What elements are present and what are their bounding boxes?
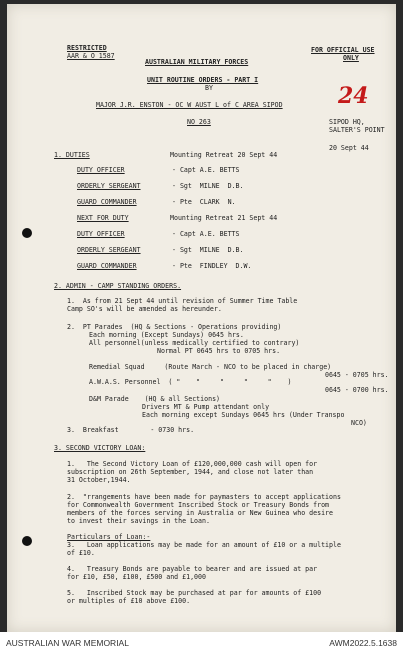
by-label: BY <box>205 84 213 92</box>
duties-heading: 1. DUTIES <box>54 151 90 159</box>
admin-heading: 2. ADMIN - CAMP STANDING ORDERS. <box>54 282 182 290</box>
duty-name: - Sgt MILNE D.B. <box>172 246 244 254</box>
reference-number: AAR & O 1587 <box>67 52 115 60</box>
duty-name: - Pte CLARK N. <box>172 198 236 206</box>
archive-accession-number: AWM2022.5.1638 <box>329 638 397 648</box>
loan-para5-line2: or multiples of £10 above £100. <box>67 597 191 605</box>
loan-para1-line1: 1. The Second Victory Loan of £120,000,000 cash will open for <box>67 460 318 468</box>
archive-name: AUSTRALIAN WAR MEMORIAL <box>6 638 129 648</box>
remedial-squad-line1: Remedial Squad (Route March - NCO to be placed in charge) <box>89 363 332 371</box>
loan-para1-line2: subscription on 26th September, 1944, and close not later than <box>67 468 314 476</box>
remedial-squad-time: 0645 - 0705 hrs. <box>325 371 389 379</box>
loan-para3-line2: of £10. <box>67 549 95 557</box>
particulars-heading: Particulars of Loan:- <box>67 533 151 541</box>
duty-role: DUTY OFFICER <box>77 230 125 238</box>
duty-name: - Pte FINDLEY D.W. <box>172 262 252 270</box>
mounting-line-2: Mounting Retreat 21 Sept 44 <box>170 214 278 222</box>
mounting-line-1: Mounting Retreat 20 Sept 44 <box>170 151 278 159</box>
loan-para5-line1: 5. Inscribed Stock may be purchased at par for amounts of £100 <box>67 589 322 597</box>
order-number: NO 263 <box>187 118 211 126</box>
loan-para2-line2: for Commonwealth Government Inscribed Stock or Treasury Bonds from <box>67 501 330 509</box>
duty-role: ORDERLY SERGEANT <box>77 182 141 190</box>
doc-subtitle: UNIT ROUTINE ORDERS - PART I <box>147 76 259 84</box>
loan-para2-line3: members of the forces serving in Australia or New Guinea who desire <box>67 509 333 517</box>
archive-footer <box>0 632 403 653</box>
dm-parade-line3: Each morning except Sundays 0645 hrs (Under Transpo <box>142 411 345 419</box>
loan-para2-line1: 2. "rrangements have been made for paymasters to accept applications <box>67 493 341 501</box>
punch-hole <box>22 536 32 546</box>
admin-para1-line1: 1. As from 21 Sept 44 until revision of Summer Time Table <box>67 297 298 305</box>
issuing-officer: MAJOR J.R. ENSTON - OC W AUST L of C AREA SIPOD <box>96 101 283 109</box>
duty-name: - Sgt MILNE D.B. <box>172 182 244 190</box>
pt-parades-line2: Each morning (Except Sundays) 0645 hrs. <box>89 331 244 339</box>
punch-hole <box>22 228 32 238</box>
awas-line1: A.W.A.S. Personnel ( " " " " " ) <box>89 378 292 386</box>
pt-parades-line4: Normal PT 0645 hrs to 0705 hrs. <box>157 347 281 355</box>
hq-line1: SIPOD HQ, <box>329 118 365 126</box>
dm-parade-line4: NCO) <box>351 419 367 427</box>
doc-title: AUSTRALIAN MILITARY FORCES <box>145 58 249 66</box>
order-date: 20 Sept 44 <box>329 144 369 152</box>
breakfast-line: 3. Breakfast - 0730 hrs. <box>67 426 195 434</box>
official-only-label: ONLY <box>343 54 359 62</box>
dm-parade-line1: D&M Parade (HQ & all Sections) <box>89 395 221 403</box>
awas-time: 0645 - 0700 hrs. <box>325 386 389 394</box>
dm-parade-line2: Drivers MT & Pump attendant only <box>142 403 270 411</box>
duty-name: - Capt A.E. BETTS <box>172 166 240 174</box>
duty-role: DUTY OFFICER <box>77 166 125 174</box>
pt-parades-line1: 2. PT Parades (HQ & Sections - Operations providing) <box>67 323 282 331</box>
victory-loan-heading: 3. SECOND VICTORY LOAN: <box>54 444 146 452</box>
loan-para4-line1: 4. Treasury Bonds are payable to bearer and are issued at par <box>67 565 318 573</box>
loan-para3-line1: 3. Loan applications may be made for an amount of £10 or a multiple <box>67 541 341 549</box>
loan-para1-line3: 31 October,1944. <box>67 476 131 484</box>
duty-role: GUARD COMMANDER <box>77 262 137 270</box>
duty-name: - Capt A.E. BETTS <box>172 230 240 238</box>
duty-role: GUARD COMMANDER <box>77 198 137 206</box>
loan-para2-line4: to invest their savings in the Loan. <box>67 517 210 525</box>
duty-role: ORDERLY SERGEANT <box>77 246 141 254</box>
next-for-duty-label: NEXT FOR DUTY <box>77 214 129 222</box>
admin-para1-line2: Camp SO's will be amended as hereunder. <box>67 305 222 313</box>
handwritten-page-number: 24 <box>338 83 369 109</box>
loan-para4-line2: for £10, £50, £100, £500 and £1,000 <box>67 573 206 581</box>
official-use-label: FOR OFFICIAL USE <box>311 46 375 54</box>
hq-line2: SALTER'S POINT <box>329 126 385 134</box>
document-page <box>7 4 396 632</box>
restricted-label: RESTRICTED <box>67 44 107 52</box>
pt-parades-line3: All personnel(unless medically certified to contrary) <box>89 339 300 347</box>
